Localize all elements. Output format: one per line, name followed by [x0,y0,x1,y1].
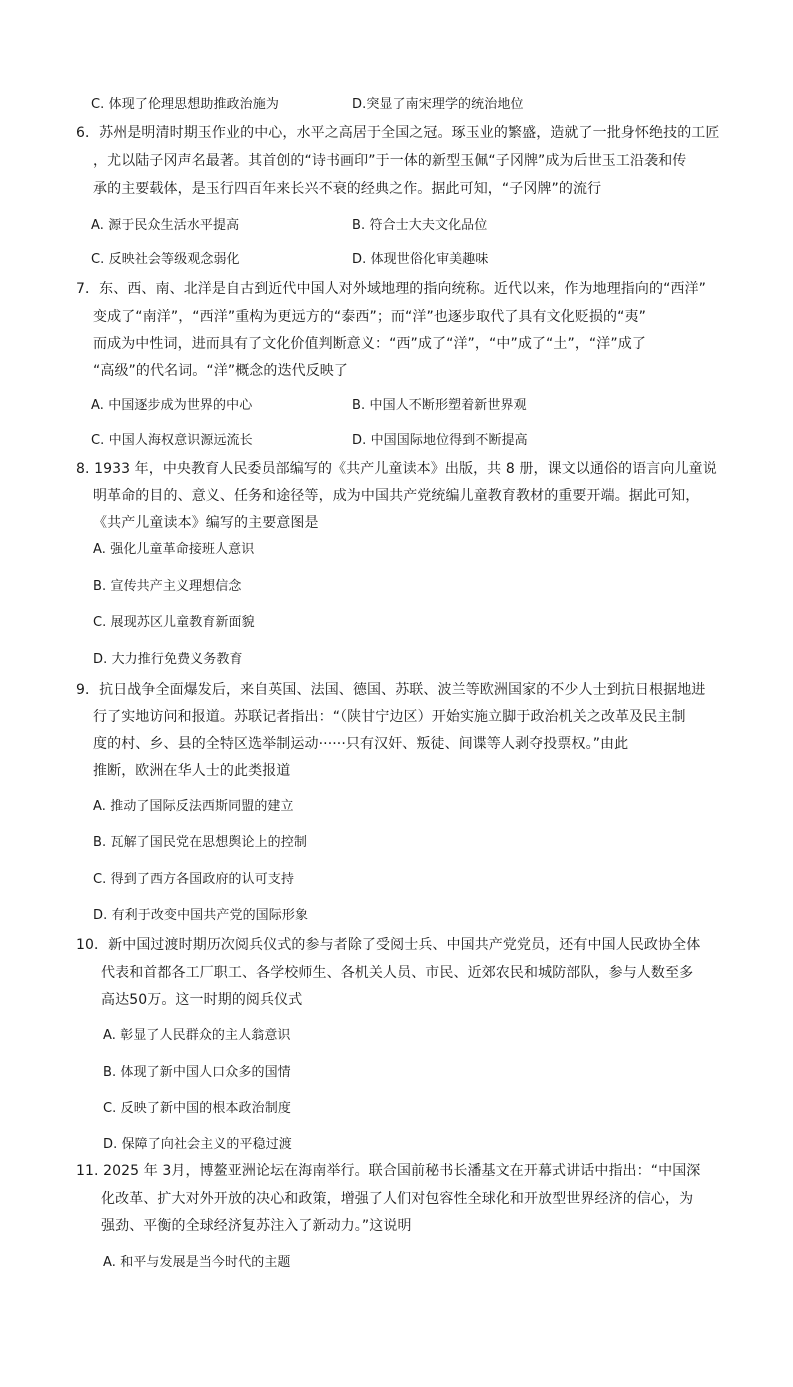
q7-option-d: D. 中国国际地位得到不断提高 [352,433,528,448]
q10-stem-line-2: 代表和首都各工厂职工、各学校师生、各机关人员、市民、近郊农民和城防部队，参与人数至多 [101,965,694,981]
q11-option-a: A. 和平与发展是当今时代的主题 [103,1255,291,1270]
q6-stem-line-3: 承的主要载体，是玉行四百年来长兴不衰的经典之作。据此可知，“子冈牌”的流行 [93,181,602,197]
q11-stem-line-1: 11. 2025 年 3月，博鳌亚洲论坛在海南举行。联合国前秘书长潘基文在开幕式讲话中指出：“中国深 [76,1163,701,1179]
q9-option-b: B. 瓦解了国民党在思想舆论上的控制 [93,835,307,850]
q9-stem-line-3: 度的村、乡、县的全特区选举制运动······只有汉奸、叛徒、间谍等人剥夺投票权。”由此 [93,736,629,752]
q6-option-b: B. 符合士大夫文化品位 [352,218,488,233]
q7-stem-line-2: 变成了“南洋”，“西洋”重构为更远方的“泰西”；而“洋”也逐步取代了具有文化贬损的“夷” [93,309,646,325]
q11-stem-line-2: 化改革、扩大对外开放的决心和政策，增强了人们对包容性全球化和开放型世界经济的信心，为 [101,1191,694,1207]
q5-option-c: C. 体现了伦理思想助推政治施为 [91,97,279,112]
q8-stem-line-1: 8. 1933 年，中央教育人民委员部编写的《共产儿童读本》出版，共 8 册，课文以通俗的语言向儿童说 [76,461,717,477]
q7-stem-line-1: 7．东、西、南、北洋是自古到近代中国人对外域地理的指向统称。近代以来，作为地理指向的“西洋” [76,281,707,297]
q8-option-d: D. 大力推行免费义务教育 [93,652,243,667]
q10-option-d: D. 保障了向社会主义的平稳过渡 [103,1137,292,1152]
q8-stem-line-2: 明革命的目的、意义、任务和途径等，成为中国共产党统编儿童教育教材的重要开端。据此可知， [93,488,700,504]
q7-option-a: A. 中国逐步成为世界的中心 [91,398,253,413]
q8-stem-line-3: 《共产儿童读本》编写的主要意图是 [93,515,319,531]
q10-option-c: C. 反映了新中国的根本政治制度 [103,1101,291,1116]
q8-option-a: A. 强化儿童革命接班人意识 [93,542,255,557]
q9-option-d: D. 有利于改变中国共产党的国际形象 [93,908,309,923]
q7-stem-line-3: 而成为中性词，进而具有了文化价值判断意义：“西”成了“洋”，“中”成了“土”，“洋”成了 [93,336,646,352]
q6-stem-line-2: ，尤以陆子冈声名最著。其首创的“诗书画印”于一体的新型玉佩“子冈牌”成为后世玉工沿袭和传 [93,153,687,169]
q9-option-a: A. 推动了国际反法西斯同盟的建立 [93,799,294,814]
q6-stem-line-1: 6．苏州是明清时期玉作业的中心，水平之高居于全国之冠。琢玉业的繁盛，造就了一批身怀绝技的工匠 [76,125,720,141]
q6-option-a: A. 源于民众生活水平提高 [91,218,240,233]
q10-option-b: B. 体现了新中国人口众多的国情 [103,1065,291,1080]
q8-option-b: B. 宣传共产主义理想信念 [93,579,242,594]
q6-option-d: D. 体现世俗化审美趣味 [352,252,489,267]
q9-stem-line-1: 9．抗日战争全面爆发后，来自英国、法国、德国、苏联、波兰等欧洲国家的不少人士到抗日根据地进 [76,682,706,698]
q10-option-a: A. 彰显了人民群众的主人翁意识 [103,1028,291,1043]
q10-stem-line-1: 10．新中国过渡时期历次阅兵仪式的参与者除了受阅士兵、中国共产党党员，还有中国人民政协全体 [76,937,701,953]
q10-stem-line-3: 高达50万。这一时期的阅兵仪式 [101,992,303,1008]
q8-option-c: C. 展现苏区儿童教育新面貌 [93,615,255,630]
q9-option-c: C. 得到了西方各国政府的认可支持 [93,872,295,887]
q7-stem-line-4: “高级”的代名词。“洋”概念的迭代反映了 [93,363,349,379]
q6-option-c: C. 反映社会等级观念弱化 [91,252,240,267]
q11-stem-line-3: 强劲、平衡的全球经济复苏注入了新动力。”这说明 [101,1218,412,1234]
q9-stem-line-4: 推断，欧洲在华人士的此类报道 [93,763,291,779]
q7-option-b: B. 中国人不断形塑着新世界观 [352,398,527,413]
q5-option-d: D.突显了南宋理学的统治地位 [352,97,524,112]
q9-stem-line-2: 行了实地访问和报道。苏联记者指出：“（陕甘宁边区）开始实施立脚于政治机关之改革及民主制 [93,709,686,725]
q7-option-c: C. 中国人海权意识源远流长 [91,433,253,448]
